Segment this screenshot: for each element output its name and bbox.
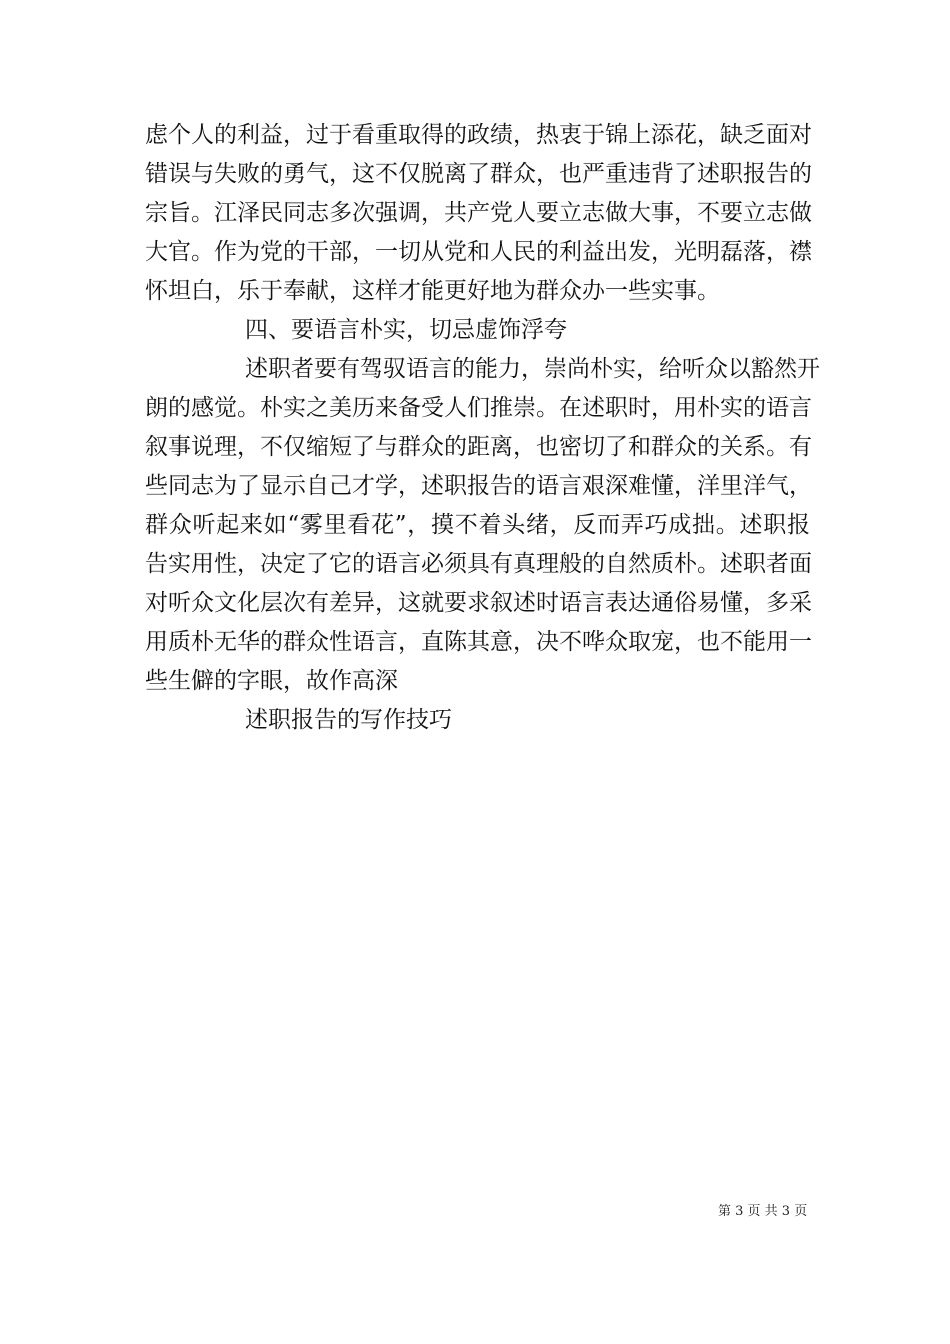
paragraph-1-line-2: 错误与失败的勇气，这不仅脱离了群众，也严重违背了述职报告的 bbox=[145, 161, 812, 187]
paragraph-1-line-3: 宗旨。江泽民同志多次强调，共产党人要立志做大事，不要立志做 bbox=[145, 200, 812, 226]
page-number-footer: 第 3 页 共 3 页 bbox=[718, 1204, 808, 1219]
section-heading: 四、要语言朴实，切忌虚饰浮夸 bbox=[245, 317, 567, 343]
paragraph-2-line-8: 用质朴无华的群众性语言，直陈其意，决不哗众取宠，也不能用一 bbox=[145, 629, 812, 655]
paragraph-2-line-7: 对听众文化层次有差异，这就要求叙述时语言表达通俗易懂，多采 bbox=[145, 590, 812, 616]
paragraph-2-line-6: 告实用性，决定了它的语言必须具有真理般的自然质朴。述职者面 bbox=[145, 551, 812, 577]
closing-title: 述职报告的写作技巧 bbox=[245, 707, 452, 733]
paragraph-2-line-3: 叙事说理，不仅缩短了与群众的距离，也密切了和群众的关系。有 bbox=[145, 434, 812, 460]
paragraph-2-line-4: 些同志为了显示自己才学，述职报告的语言艰深难懂，洋里洋气， bbox=[145, 473, 812, 499]
paragraph-1-line-5: 怀坦白，乐于奉献，这样才能更好地为群众办一些实事。 bbox=[145, 278, 720, 304]
paragraph-2-line-2: 朗的感觉。朴实之美历来备受人们推崇。在述职时，用朴实的语言 bbox=[145, 395, 812, 421]
paragraph-2-line-1: 述职者要有驾驭语言的能力，崇尚朴实，给听众以豁然开 bbox=[245, 356, 820, 382]
paragraph-1-line-4: 大官。作为党的干部，一切从党和人民的利益出发，光明磊落，襟 bbox=[145, 239, 812, 265]
paragraph-2-line-5: 群众听起来如“雾里看花”，摸不着头绪，反而弄巧成拙。述职报 bbox=[145, 512, 810, 538]
paragraph-2-line-9: 些生僻的字眼，故作高深 bbox=[145, 668, 398, 694]
paragraph-1-line-1: 虑个人的利益，过于看重取得的政绩，热衷于锦上添花，缺乏面对 bbox=[145, 122, 812, 148]
